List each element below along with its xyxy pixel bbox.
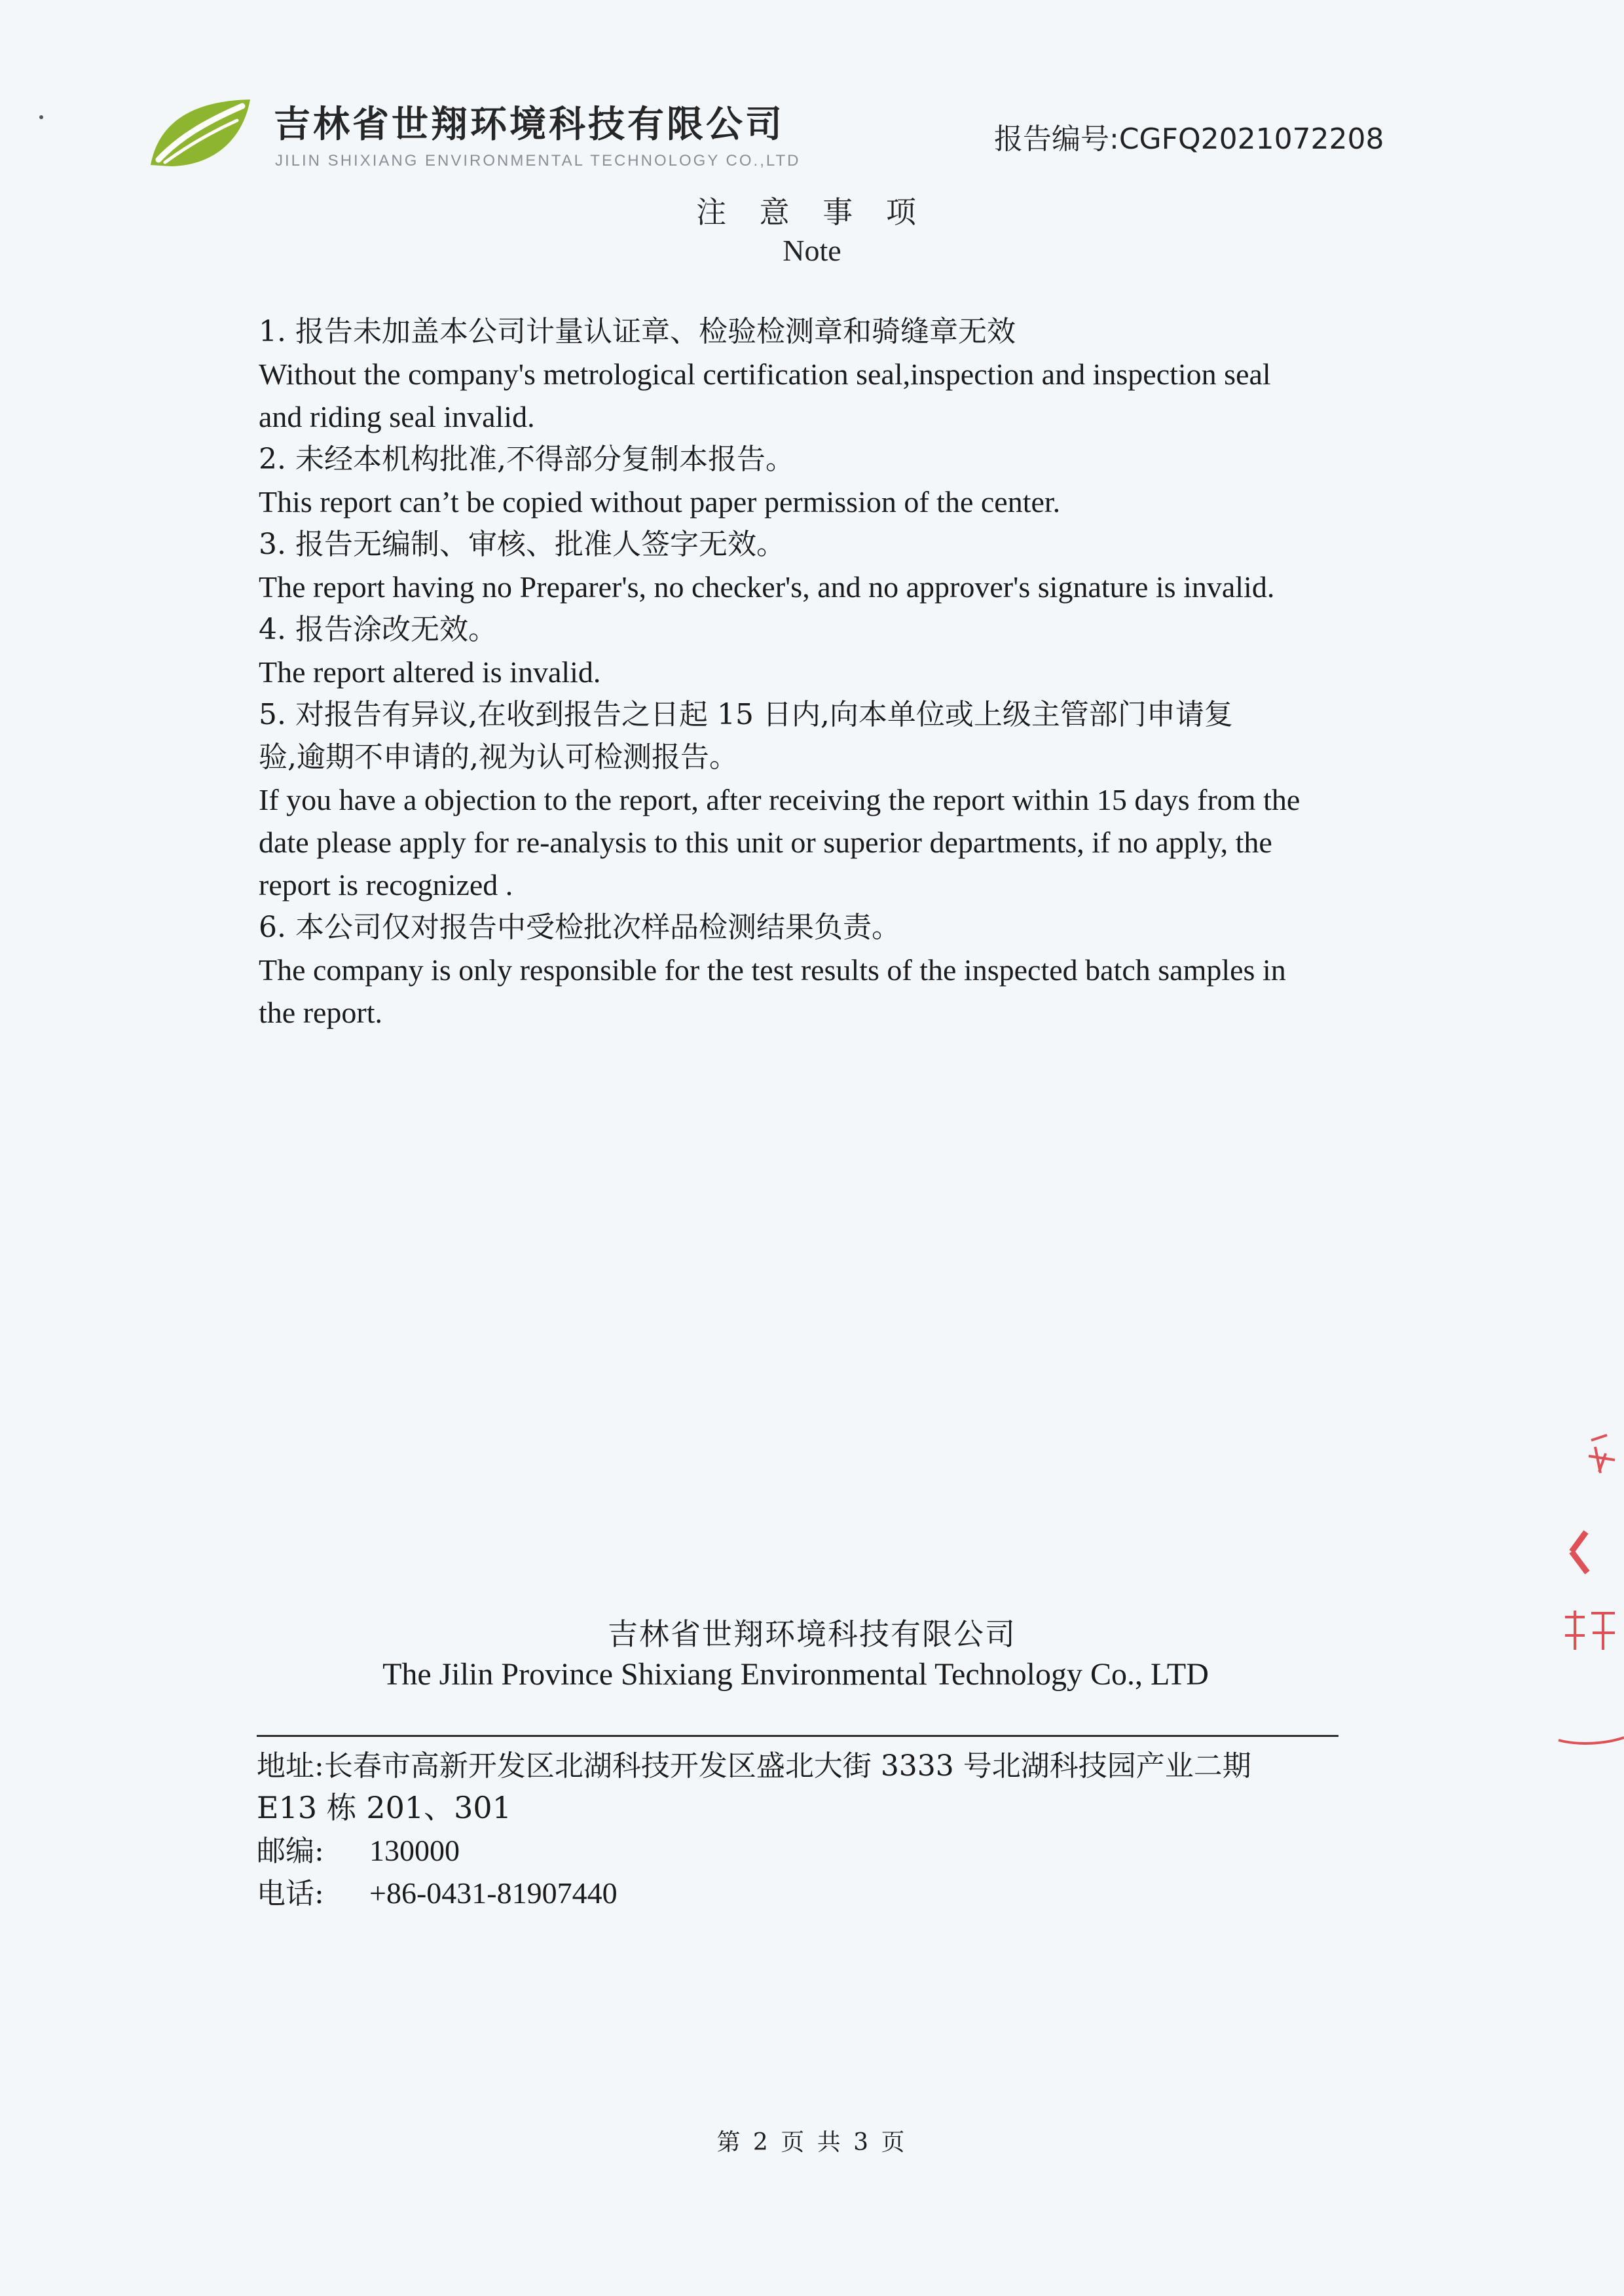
note-5-zh: 5. 对报告有异议,在收到报告之日起 15 日内,向本单位或上级主管部门申请复	[259, 698, 1233, 731]
address-label: 地址:	[257, 1749, 324, 1783]
address-line-2: E13 栋 201、301	[257, 1790, 511, 1825]
note-5-en-line-2: date please apply for re-analysis to this unit or superior departments, if no apply, the	[259, 826, 1272, 859]
note-6-zh: 6. 本公司仅对报告中受检批次样品检测结果负责。	[259, 911, 900, 944]
note-1-en-line-2: and riding seal invalid.	[259, 400, 535, 433]
postcode-value: 130000	[369, 1834, 460, 1867]
note-2-en-line-1: This report can’t be copied without paper permission of the center.	[259, 485, 1061, 519]
report-number-value: CGFQ2021072208	[1118, 122, 1384, 156]
note-5-en-line-1: If you have a objection to the report, after receiving the report within 15 days from the	[259, 783, 1301, 816]
postcode-label: 邮编:	[257, 1834, 324, 1868]
note-4-zh: 4. 报告涂改无效。	[259, 613, 497, 646]
postcode-line	[257, 1829, 1435, 1872]
note-1-zh: 1. 报告未加盖本公司计量认证章、检验检测章和骑缝章无效	[259, 315, 1016, 348]
note-4-en-line-1: The report altered is invalid.	[259, 655, 601, 689]
report-number	[994, 115, 1384, 157]
report-number-label: 报告编号:	[994, 122, 1119, 156]
phone-label: 电话:	[257, 1877, 324, 1910]
company-name-zh: 吉林省世翔环境科技有限公司	[274, 103, 784, 146]
scan-speck	[38, 114, 45, 120]
address-value: 长春市高新开发区北湖科技开发区盛北大街 3333 号北湖科技园产业二期	[323, 1749, 1251, 1783]
note-6-en-line-2: the report.	[259, 996, 383, 1029]
notes-title-zh: 注 意 事 项	[696, 194, 928, 230]
notes-list	[259, 310, 1405, 1034]
company-name-en: JILIN SHIXIANG ENVIRONMENTAL TECHNOLOGY CO.,LTD	[275, 152, 801, 170]
note-3-en-line-1: The report having no Preparer's, no checker's, and no approver's signature is invalid.	[259, 570, 1275, 604]
red-seal-fragment	[1552, 1427, 1624, 1768]
note-6-en-line-1: The company is only responsible for the test results of the inspected batch samples in	[259, 953, 1286, 987]
address-line-1	[257, 1744, 1435, 1787]
notes-title-en: Note	[783, 234, 841, 267]
footer-company-zh: 吉林省世翔环境科技有限公司	[608, 1616, 1016, 1652]
note-5-en-line-3: report is recognized .	[259, 868, 513, 902]
page-number: 第 2 页 共 3 页	[716, 2129, 908, 2156]
phone-line	[257, 1872, 1435, 1914]
footer-divider	[257, 1735, 1338, 1737]
note-1-en-line-1: Without the company's metrological certification seal,inspection and inspection seal	[259, 357, 1271, 391]
company-leaf-logo	[145, 97, 255, 170]
note-3-zh: 3. 报告无编制、审核、批准人签字无效。	[259, 528, 785, 561]
footer-company-en: The Jilin Province Shixiang Environmental Technology Co., LTD	[382, 1657, 1209, 1692]
note-2-zh: 2. 未经本机构批准,不得部分复制本报告。	[259, 443, 794, 476]
phone-value: +86-0431-81907440	[369, 1876, 618, 1910]
contact-block	[257, 1744, 1435, 1914]
note-5-zh-line-2: 验,逾期不申请的,视为认可检测报告。	[259, 740, 738, 774]
